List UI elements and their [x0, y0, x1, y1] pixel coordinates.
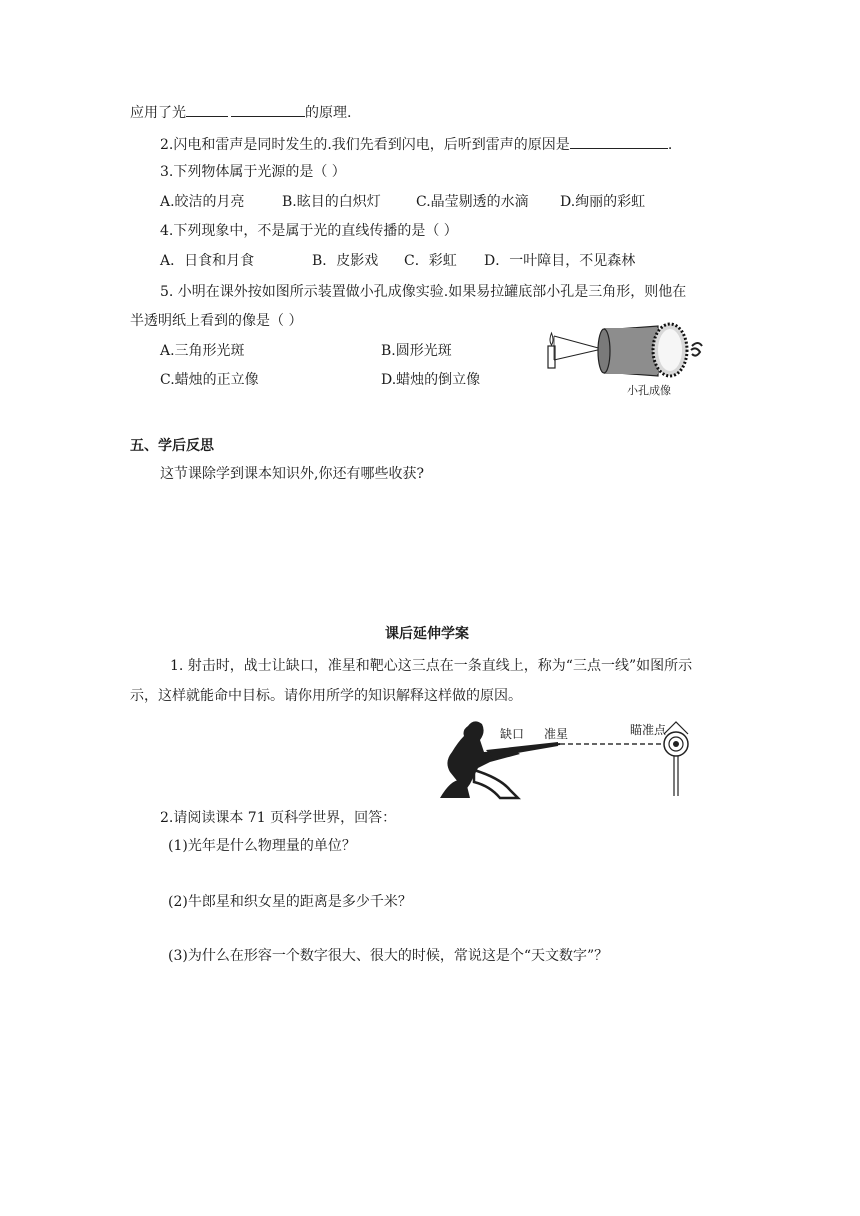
q3-option-c[interactable]: C.晶莹剔透的水滴 [416, 194, 529, 210]
eye-symbol [691, 343, 702, 356]
question-5-line2: 半透明纸上看到的像是（ ） [130, 313, 303, 329]
extension-title: 课后延伸学案 [385, 626, 469, 642]
answer-blank[interactable] [570, 134, 668, 149]
q5-option-b[interactable]: B.圆形光斑 [381, 343, 452, 359]
section-heading: 五、学后反思 [130, 438, 214, 454]
ext-question-2-sub-3: (3)为什么在形容一个数字很大、很大的时候，常说这是个“天文数字”？ [168, 948, 609, 964]
q3-option-b[interactable]: B.眩目的白炽灯 [282, 194, 381, 210]
target-bullseye [673, 741, 679, 747]
ext-question-2-sub-2: (2)牛郎星和织女星的距离是多少千米？ [168, 894, 412, 910]
question-2: 2.闪电和雷声是同时发生的.我们先看到闪电，后听到雷声的原因是 . [160, 134, 672, 155]
fill-line-light-principle: 应用了光 的原理. [130, 102, 351, 123]
ext-question-2: 2.请阅读课本 71 页科学世界，回答： [160, 810, 397, 826]
figure-caption: 小孔成像 [627, 384, 671, 397]
q5-option-a[interactable]: A.三角形光斑 [160, 343, 245, 359]
answer-blank[interactable] [186, 102, 228, 117]
q5-option-d[interactable]: D.蜡烛的倒立像 [381, 372, 481, 388]
ext-question-1-line1: 1. 射击时，战士让缺口，准星和靶心这三点在一条直线上，称为“三点一线”如图所示 [170, 658, 693, 674]
q4-option-b[interactable]: B．皮影戏 [312, 253, 379, 269]
q3-option-a[interactable]: A.皎洁的月亮 [160, 194, 245, 210]
answer-blank[interactable] [283, 102, 305, 117]
three-point-aiming-figure [430, 712, 710, 804]
q3-option-d[interactable]: D.绚丽的彩虹 [560, 194, 646, 210]
q4-option-d[interactable]: D．一叶障目，不见森林 [484, 253, 636, 269]
question-4: 4.下列现象中，不是属于光的直线传播的是（ ） [160, 223, 458, 239]
reflection-prompt: 这节课除学到课本知识外,你还有哪些收获? [160, 466, 424, 482]
pinhole-imaging-figure [540, 318, 710, 382]
q4-option-c[interactable]: C．彩虹 [404, 253, 457, 269]
label-notch: 缺口 [500, 727, 525, 741]
question-5-line1: 5. 小明在课外按如图所示装置做小孔成像实验.如果易拉罐底部小孔是三角形，则他在 [160, 284, 687, 300]
q4-option-a[interactable]: A．日食和月食 [160, 253, 255, 269]
q5-option-c[interactable]: C.蜡烛的正立像 [160, 372, 259, 388]
ext-question-1-line2: 示，这样就能命中目标。请你用所学的知识解释这样做的原因。 [130, 688, 522, 704]
ext-question-2-sub-1: (1)光年是什么物理量的单位？ [168, 838, 356, 854]
candle-flame [550, 333, 553, 345]
question-3: 3.下列物体属于光源的是（ ） [160, 164, 346, 180]
label-aim-point: 瞄准点 [630, 723, 667, 737]
label-front-sight: 准星 [544, 727, 569, 741]
answer-blank[interactable] [231, 102, 283, 117]
